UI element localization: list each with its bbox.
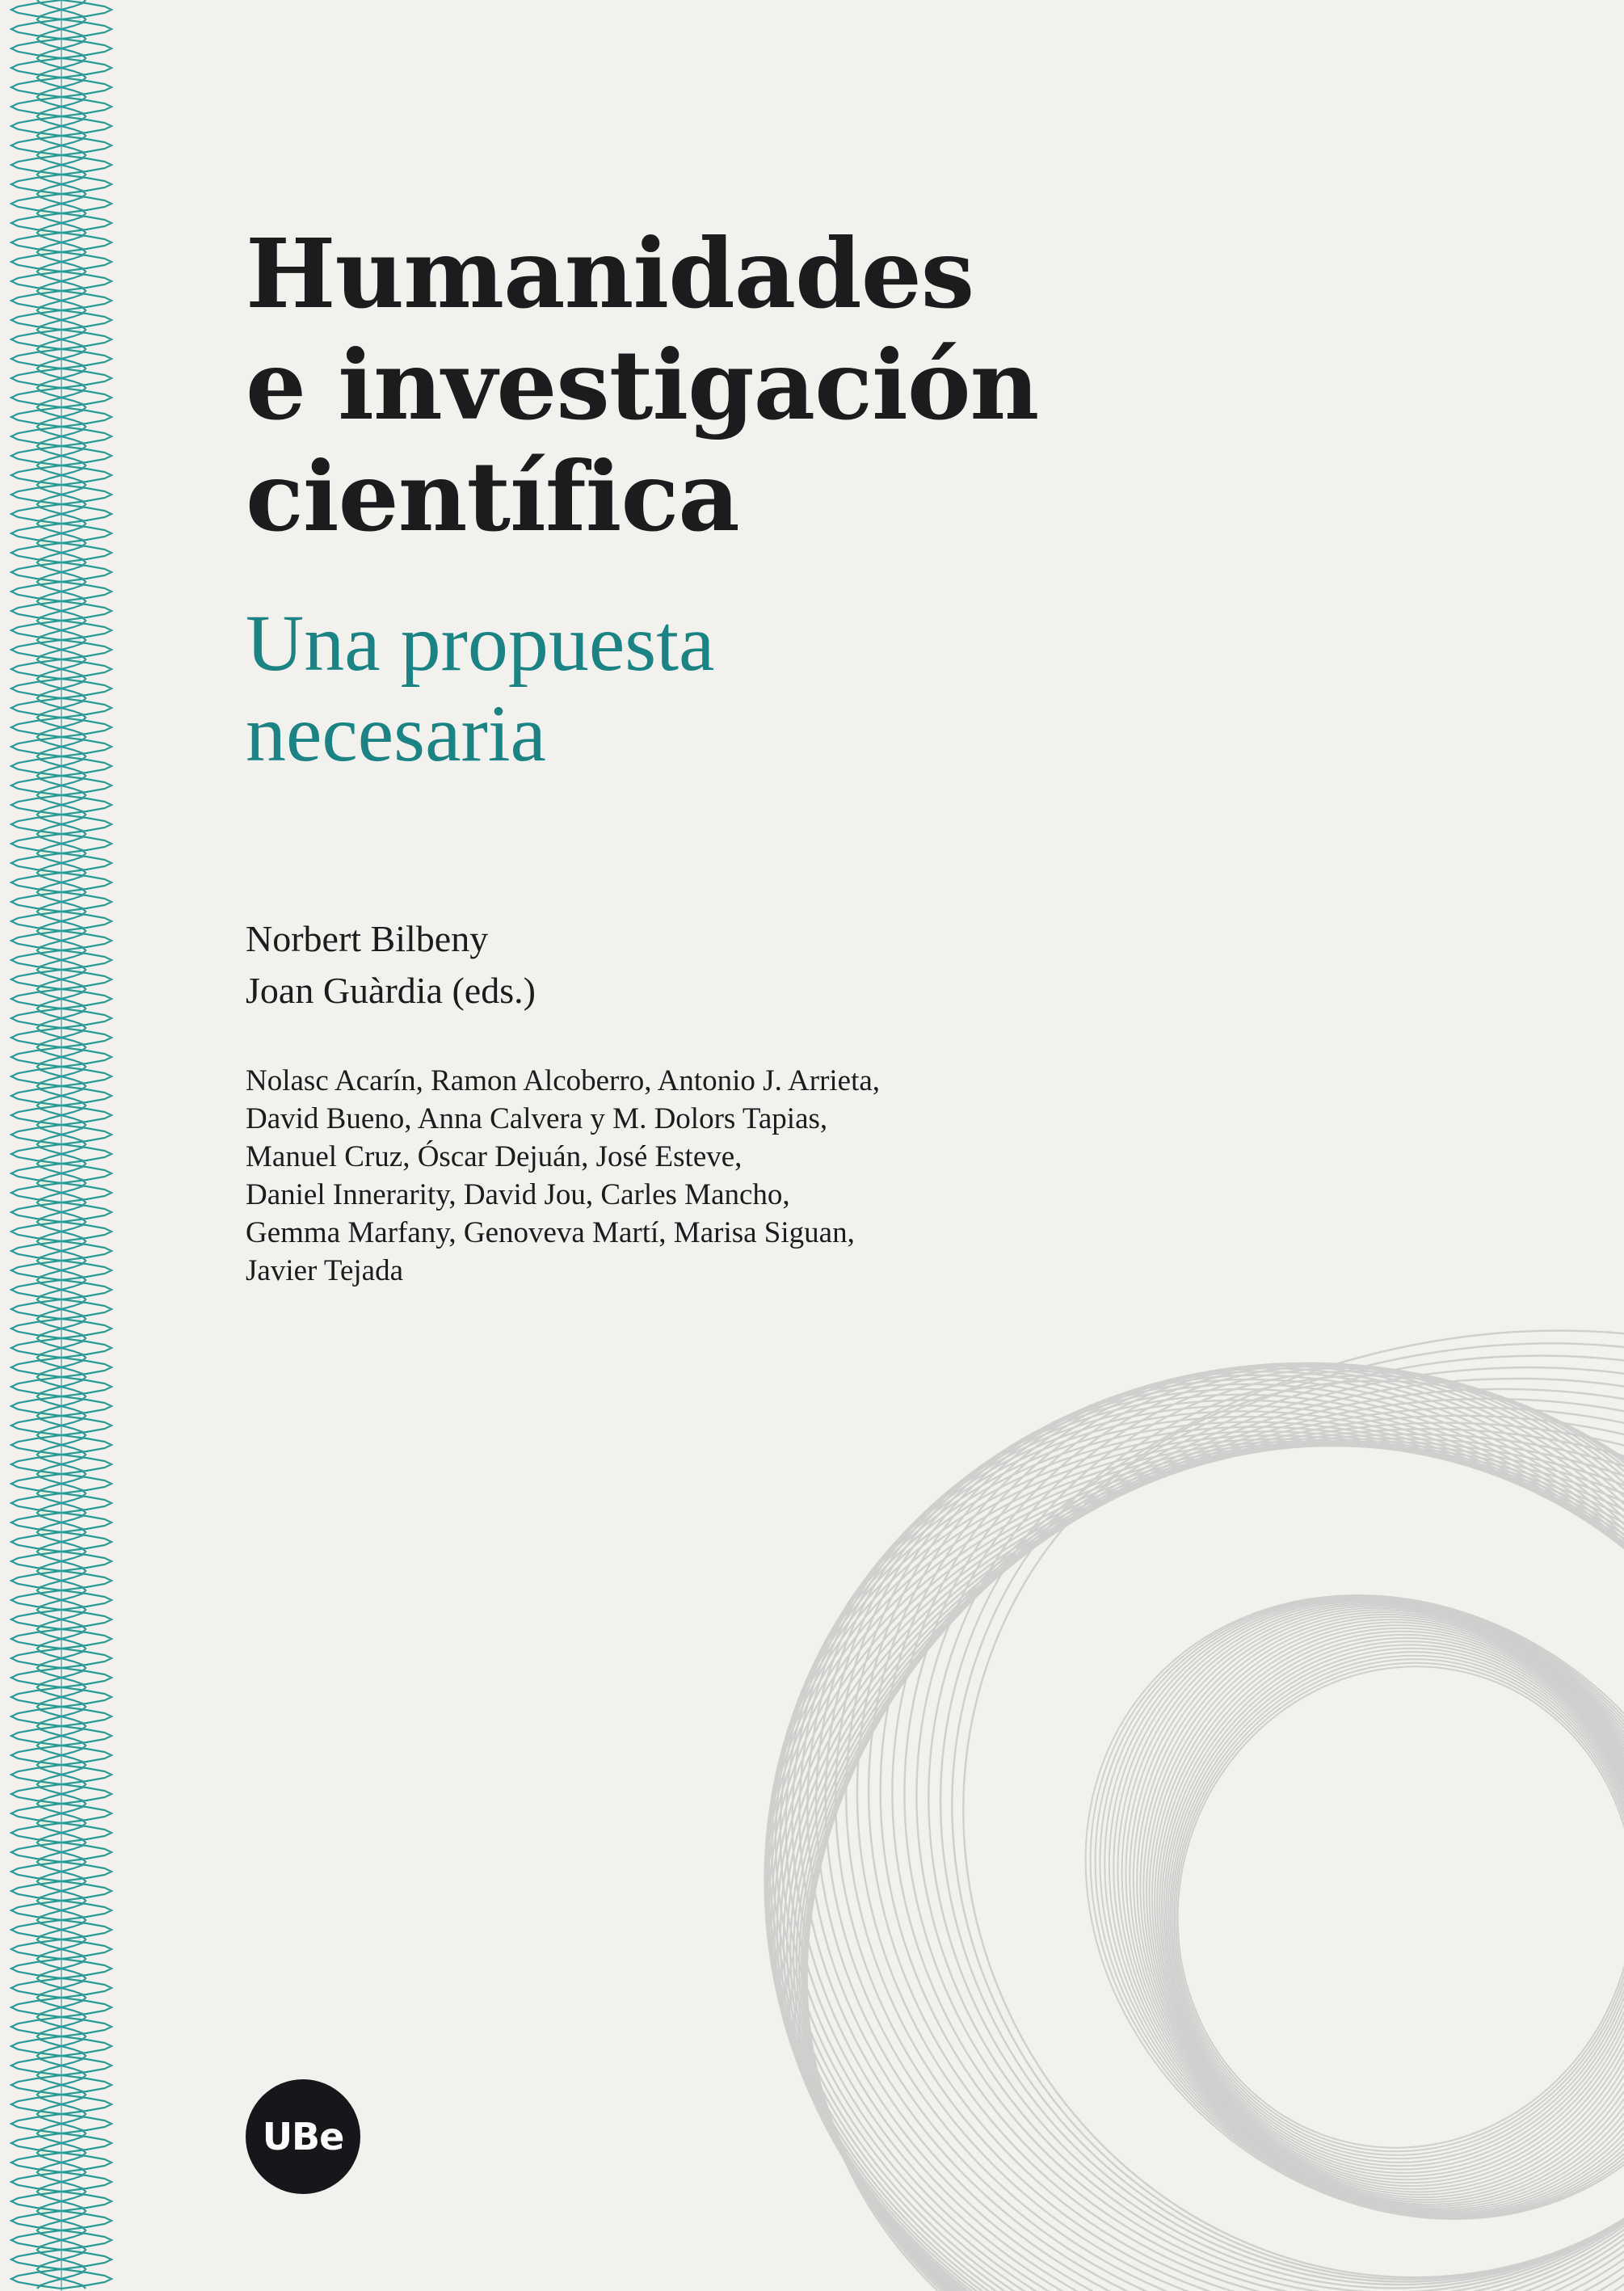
ornament-ring bbox=[676, 1173, 1624, 2291]
ornament-inner-ring bbox=[987, 1480, 1624, 2291]
ornament-ring bbox=[682, 1346, 1624, 2291]
ornament-inner-ring bbox=[1129, 1613, 1624, 2200]
ornament-ring bbox=[633, 1285, 1624, 2291]
ornament-ring bbox=[650, 1173, 1624, 2291]
publisher-logo: UBe bbox=[246, 2079, 360, 2194]
ornament-ring bbox=[715, 1379, 1624, 2291]
ornament-ring bbox=[636, 1151, 1624, 2291]
ornament-inner-ring bbox=[1138, 1614, 1624, 2200]
ornament-ring bbox=[663, 1173, 1624, 2291]
ornament-ring bbox=[772, 1431, 1624, 2291]
ornament-ring bbox=[775, 1428, 1624, 2291]
ornament-inner-ring bbox=[1123, 1609, 1624, 2205]
title-line: científica bbox=[246, 440, 739, 553]
title-line: e investigación bbox=[246, 329, 1039, 441]
ornament-ring bbox=[672, 1225, 1624, 2291]
subtitle-line: Una propuesta bbox=[246, 598, 715, 688]
ornament-inner-ring bbox=[1099, 1577, 1624, 2238]
contributor-line: David Bueno, Anna Calvera y M. Dolors Tapias, bbox=[246, 1102, 828, 1135]
contributor-line: Manuel Cruz, Óscar Dejuán, José Esteve, bbox=[246, 1140, 743, 1173]
ornament-ring bbox=[621, 1181, 1624, 2291]
ornament-ring bbox=[607, 1202, 1624, 2291]
ornament-ring bbox=[759, 1202, 1624, 2291]
ornament-inner-ring bbox=[1159, 1635, 1624, 2179]
contributor-line: Gemma Marfany, Genoveva Martí, Marisa Siguan, bbox=[246, 1216, 855, 1249]
ornament-ring bbox=[615, 1187, 1624, 2291]
ornament-ring bbox=[697, 1276, 1624, 2291]
ornament-ring bbox=[748, 1379, 1624, 2291]
ornament-ring bbox=[642, 1299, 1624, 2291]
ornament-inner-ring bbox=[995, 1486, 1624, 2291]
ornament-inner-ring bbox=[1125, 1601, 1624, 2213]
contributor-line: Daniel Innerarity, David Jou, Carles Mancho, bbox=[246, 1178, 790, 1211]
ornament-ring bbox=[648, 1175, 1624, 2291]
ornament-inner-ring bbox=[1150, 1628, 1624, 2185]
ornament-ring bbox=[639, 1174, 1624, 2291]
ornament-ring bbox=[735, 1353, 1624, 2291]
ornament-ring bbox=[707, 1181, 1624, 2291]
ornament-inner-ring bbox=[974, 1472, 1624, 2291]
ornament-ring bbox=[797, 1224, 1624, 2291]
ornament-inner-ring bbox=[1151, 1628, 1624, 2187]
ornament-inner-ring bbox=[1052, 1533, 1624, 2281]
ornament-inner-ring bbox=[980, 1476, 1624, 2291]
ornament-inner-ring bbox=[1041, 1523, 1624, 2290]
ornament-ring bbox=[741, 1194, 1624, 2291]
ornament-inner-ring bbox=[1142, 1623, 1624, 2191]
ornament-inner-ring bbox=[1075, 1554, 1624, 2261]
ornament-rings bbox=[606, 1127, 1624, 2291]
ornament-ring bbox=[606, 1221, 1624, 2291]
contributor-line: Nolasc Acarín, Ramon Alcoberro, Antonio J. Arrieta, bbox=[246, 1064, 881, 1097]
ornament-ring bbox=[722, 1328, 1624, 2291]
ornament-inner-ring bbox=[1063, 1543, 1624, 2272]
ornament-inner-ring bbox=[1113, 1604, 1624, 2211]
ornament-inner-ring bbox=[1110, 1602, 1624, 2212]
ornament-ring bbox=[606, 1211, 1624, 2291]
guilloche-band-pattern bbox=[0, 0, 123, 2291]
ornament-inner-ring bbox=[1112, 1589, 1624, 2226]
editor-line: Norbert Bilbeny bbox=[246, 918, 489, 959]
ornament-inner-ring bbox=[1087, 1565, 1624, 2249]
ornament-inner-ring bbox=[1020, 1506, 1624, 2291]
ornament-ring bbox=[778, 1213, 1624, 2291]
ornament-inner-ring bbox=[1012, 1499, 1624, 2291]
ornament-ring bbox=[624, 1127, 1624, 2291]
ornament-ring bbox=[608, 1232, 1624, 2291]
ornament-inner-ring bbox=[1135, 1618, 1624, 2196]
ornament-ring bbox=[624, 1270, 1624, 2291]
contributors bbox=[246, 1062, 880, 1290]
ornament-ring bbox=[629, 1177, 1624, 2291]
editor-line: Joan Guàrdia (eds.) bbox=[246, 970, 536, 1011]
title-line: Humanidades bbox=[246, 217, 974, 330]
subtitle-line: necesaria bbox=[246, 689, 546, 778]
ornament-ring bbox=[610, 1194, 1624, 2291]
editors bbox=[246, 913, 536, 1017]
ornament-ring bbox=[691, 1177, 1624, 2291]
ornament-ring bbox=[660, 1200, 1624, 2291]
book-title bbox=[246, 218, 1038, 553]
ornament-inner-ring bbox=[1031, 1514, 1624, 2291]
ornament-ring bbox=[697, 1362, 1624, 2291]
contributor-line: Javier Tejada bbox=[246, 1254, 403, 1287]
ornament-inner-ring bbox=[1003, 1492, 1624, 2291]
ornament-ring bbox=[616, 1257, 1624, 2291]
book-subtitle bbox=[246, 598, 714, 779]
ornament-ring bbox=[667, 1330, 1624, 2291]
ornament-ring bbox=[654, 1315, 1624, 2291]
ornament-ring bbox=[723, 1186, 1624, 2291]
ornament-inner-ring bbox=[959, 1466, 1624, 2291]
ornament-inner-ring bbox=[968, 1469, 1624, 2291]
ornament-ring bbox=[612, 1244, 1624, 2291]
ornament-ring bbox=[733, 1396, 1624, 2291]
ornament-ring bbox=[709, 1302, 1624, 2291]
ornament-ring bbox=[751, 1413, 1624, 2291]
ornament-ring bbox=[684, 1250, 1624, 2291]
ornament-inner-ring bbox=[963, 1468, 1624, 2291]
ornament-ring bbox=[817, 1238, 1624, 2291]
ornament-inner-ring bbox=[1118, 1607, 1624, 2209]
ornament-ring bbox=[761, 1403, 1624, 2291]
